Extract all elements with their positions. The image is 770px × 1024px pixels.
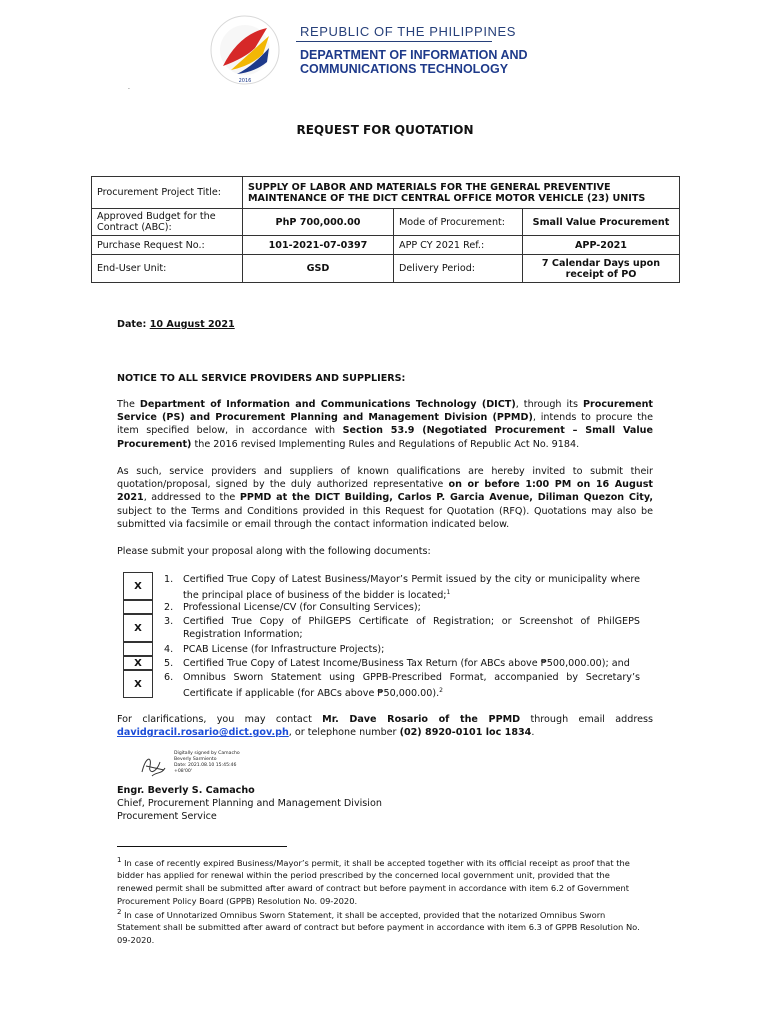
doc-4-checkbox[interactable]: [123, 642, 153, 656]
mode-value: Small Value Procurement: [523, 209, 680, 236]
republic-heading: REPUBLIC OF THE PHILIPPINES: [300, 24, 517, 39]
date-label: Date:: [117, 319, 150, 330]
doc-3-checkbox[interactable]: X: [123, 614, 153, 642]
signatory-name: Engr. Beverly S. Camacho: [117, 785, 255, 796]
date-line: [117, 318, 653, 331]
department-line-1: DEPARTMENT OF INFORMATION AND: [300, 48, 528, 62]
signatory-position: Chief, Procurement Planning and Management Division: [117, 798, 382, 810]
notice-heading: NOTICE TO ALL SERVICE PROVIDERS AND SUPPLIERS:: [117, 373, 406, 384]
signature-image: [138, 752, 168, 780]
seal-year: 2016: [238, 78, 252, 84]
app-value: APP-2021: [523, 236, 680, 255]
enduser-label: End-User Unit:: [92, 255, 243, 283]
doc-6-checkbox[interactable]: X: [123, 670, 153, 698]
mode-label: Mode of Procurement:: [394, 209, 523, 236]
clarification-paragraph: For clarifications, you may contact Mr. Dave Rosario of the PPMD through email address davidgracil.rosario@dict.gov.ph, or telephone number (02) 8920-0101 loc 1834.: [117, 714, 653, 739]
table-row: [92, 255, 680, 283]
signatory-block: [117, 784, 653, 824]
contact-email-link[interactable]: davidgracil.rosario@dict.gov.ph: [117, 727, 289, 739]
project-title-label: Procurement Project Title:: [92, 177, 243, 209]
date-value: 10 August 2021: [149, 319, 235, 330]
header-rule: [296, 41, 492, 42]
doc-1-checkbox[interactable]: X: [123, 572, 153, 600]
project-title-value: SUPPLY OF LABOR AND MATERIALS FOR THE GENERAL PREVENTIVE MAINTENANCE OF THE DICT CENTRAL OFFICE MOTOR VEHICLE (23) UNITS: [243, 177, 680, 209]
footnote-1: $^1$ In case of recently expired Business/Mayor’s permit, it shall be accepted together with its official receipt as proof that the bidder has applied for renewal within the period prescribed by the concerned local government unit, provided that the renewed permit shall be submitted after award of contract but before payment in accordance with item 6.2 of Government Procurement Policy Board (GPPB) Resolution No. 09-2020.: [117, 856, 630, 906]
table-row: [92, 177, 680, 209]
pr-label: Purchase Request No.:: [92, 236, 243, 255]
abc-label: Approved Budget for the Contract (ABC):: [92, 209, 243, 236]
documents-intro: Please submit your proposal along with the following documents:: [117, 546, 431, 557]
footnote-divider: [117, 846, 287, 847]
document-page: 2016 REPUBLIC OF THE PHILIPPINES DEPARTMENT OF INFORMATION AND COMMUNICATIONS TECHNOLOGY · REQUEST FOR QUOTATION Procurement Project Title: SUPPLY OF LABOR AND MATERIALS FOR THE GENERAL PREVENTIVE MAINTENANCE OF THE DICT CENTRAL OFFICE MOTOR VEHICLE (23) UNITS Approved Budget for the Contract (ABC): PhP 700,000.00 Mode of Procurement: Small Value Procurement Purchase Request No.: 101-2021-07-0397 APP CY 2021 Ref.: APP-2021 End-User Unit: GSD Delivery Period: 7 Calendar Days upon receipt of PO Date: 10 August 2021 NOTICE TO ALL SERVICE PROVIDERS AND SUPPLIERS: The Department of Information and Communications Technology (DICT), through its Procurement Service (PS) and Procurement Planning and Management Division (PPMD), intends to procure the item specified below, in accordance with Section 53.9 (Negotiated Procurement – Small Value Procurement) the 2016 revised Implementing Rules and Regulations of Republic Act No. 9184. As such, service providers and suppliers of known qualifications are hereby invited to submit their quotation/proposal, signed by the duly authorized representative on or before 1:00 PM on 16 August 2021, addressed to the PPMD at the DICT Building, Carlos P. Garcia Avenue, Diliman Quezon City, subject to the Terms and Conditions provided in this Request for Quotation (RFQ). Quotations may also be submitted via facsimile or email through the contact information indicated below. Please submit your proposal along with the following documents: X X X X 1. Certified True Copy of Latest Business/Mayor’s Permit issued by the city or municipality where the principal place of business of the bidder is located;$^1$ 2. Professional License/CV (for Consulting Services); 3. Certified True Copy of PhilGEPS Certificate of Registration; or Screenshot of PhilGEPS Registration Information; 4. PCAB License (for Infrastructure Projects); 5. Certified True Copy of Latest Income/Business Tax Return (for ABCs above ₱500,000.00); and 6. Omnibus Sworn Statement using GPPB-Prescribed Format, accompanied by Secretary’s Certificate if applicable (for ABCs above ₱50,000.00).$^2$ For clarifications, you may contact Mr. Dave Rosario of the PPMD through email address davidgracil.rosario@dict.gov.ph, or telephone number (02) 8920-0101 loc 1834. Digitally signed by Camacho Beverly Sarmiento Date: 2021.08.10 15:45:46 +08'00' Engr. Beverly S. Camacho Chief, Procurement Planning and Management Division Procurement Service $^1$ In case of recently expired Business/Mayor’s permit, it shall be accepted together with its official receipt as proof that the bidder has applied for renewal within the period prescribed by the concerned local government unit, provided that the renewed permit shall be submitted after award of contract but before payment in accordance with item 6.2 of Government Procurement Policy Board (GPPB) Resolution No. 09-2020. $^2$ In case of Unnotarized Omnibus Sworn Statement, it shall be accepted, provided that the notarized Omnibus Sworn Statement shall be submitted after award of contract but before payment in accordance with item 6.3 of GPPB Resolution No. 09-2020.: [0, 0, 770, 1024]
invitation-paragraph: As such, service providers and suppliers of known qualifications are hereby invited to submit their quotation/proposal, signed by the duly authorized representative on or before 1:00 PM on 16 August 2021, addressed to the PPMD at the DICT Building, Carlos P. Garcia Avenue, Diliman Quezon City, subject to the Terms and Conditions provided in this Request for Quotation (RFQ). Quotations may also be submitted via facsimile or email through the contact information indicated below.: [117, 466, 653, 530]
procurement-info-table: [91, 176, 680, 283]
stray-mark: ·: [128, 86, 130, 93]
document-title: REQUEST FOR QUOTATION: [296, 123, 474, 137]
doc-5-checkbox[interactable]: X: [123, 656, 153, 670]
doc-2-checkbox[interactable]: [123, 600, 153, 614]
department-line-2: COMMUNICATIONS TECHNOLOGY: [300, 62, 509, 76]
abc-value: PhP 700,000.00: [243, 209, 394, 236]
enduser-value: GSD: [243, 255, 394, 283]
table-row: [92, 209, 680, 236]
dict-seal-logo: [209, 14, 281, 86]
delivery-value: 7 Calendar Days upon receipt of PO: [523, 255, 680, 283]
table-row: [92, 236, 680, 255]
digital-signature-note: Digitally signed by Camacho Beverly Sarmiento Date: 2021.08.10 15:45:46 +08'00': [174, 751, 240, 774]
intro-paragraph: The Department of Information and Communications Technology (DICT), through its Procurement Service (PS) and Procurement Planning and Management Division (PPMD), intends to procure the item specified below, in accordance with Section 53.9 (Negotiated Procurement – Small Value Procurement) the 2016 revised Implementing Rules and Regulations of Republic Act No. 9184.: [117, 399, 653, 450]
department-name: [300, 48, 528, 76]
delivery-label: Delivery Period:: [394, 255, 523, 283]
app-label: APP CY 2021 Ref.:: [394, 236, 523, 255]
pr-value: 101-2021-07-0397: [243, 236, 394, 255]
signatory-office: Procurement Service: [117, 811, 217, 823]
footnote-2: $^2$ In case of Unnotarized Omnibus Sworn Statement, it shall be accepted, provided that the notarized Omnibus Sworn Statement shall be submitted after award of contract but before payment in accordance with item 6.3 of GPPB Resolution No. 09-2020.: [117, 908, 640, 945]
